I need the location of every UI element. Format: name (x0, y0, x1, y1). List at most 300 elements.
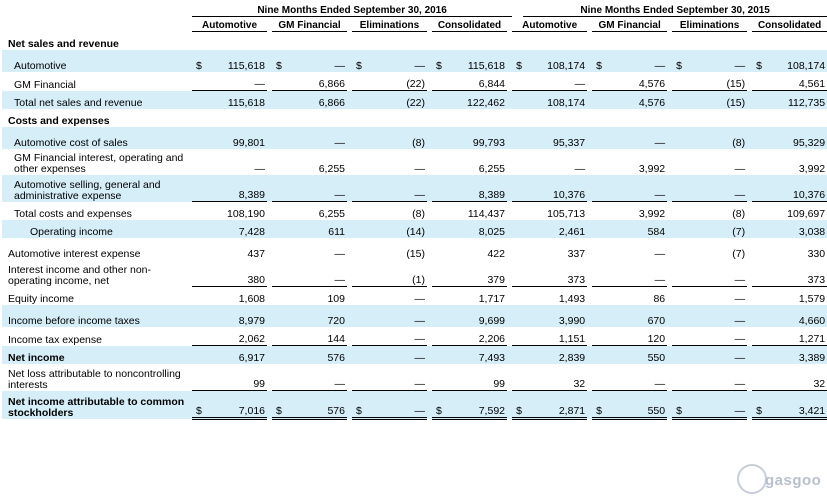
dollar-sign: $ (272, 391, 283, 419)
dollar-sign (432, 327, 443, 346)
dollar-sign: $ (192, 391, 203, 419)
dollar-sign (672, 346, 683, 365)
cell-value (523, 109, 587, 127)
cell-value: 422 (487, 248, 505, 260)
dollar-sign (432, 149, 443, 175)
dollar-sign (752, 238, 763, 260)
cell-value: 6,866 (318, 78, 345, 90)
dollar-sign (672, 238, 683, 260)
dollar-sign (272, 327, 283, 346)
cell-value: 99 (493, 378, 505, 390)
dollar-sign (592, 238, 603, 260)
dollar-sign (512, 220, 523, 238)
dollar-sign (432, 260, 443, 287)
dollar-sign (192, 327, 203, 346)
cell-value: — (254, 163, 265, 175)
table-row (2, 238, 827, 260)
dollar-sign (592, 260, 603, 287)
dollar-sign (512, 127, 523, 149)
dollar-sign (272, 109, 283, 127)
dollar-sign (752, 220, 763, 238)
cell-value (203, 32, 267, 51)
cell-value: 2,871 (523, 391, 587, 419)
cell-value: (15) (406, 248, 425, 260)
dollar-sign (752, 202, 763, 221)
cell-value: — (283, 175, 347, 202)
row-label: Interest income and other non-operating income, net (8, 263, 152, 287)
dollar-sign (672, 127, 683, 149)
dollar-sign (352, 72, 363, 91)
dollar-sign (432, 127, 443, 149)
cell-value: 8,389 (203, 175, 267, 202)
cell-value: 1,151 (558, 333, 586, 345)
dollar-sign: $ (752, 391, 763, 419)
dollar-sign (752, 72, 763, 91)
dollar-sign (752, 109, 763, 127)
cell-value: — (574, 78, 586, 90)
cell-value: 670 (603, 305, 667, 327)
dollar-sign (592, 220, 603, 238)
dollar-sign (672, 32, 683, 51)
dollar-sign (512, 327, 523, 346)
row-label: Income before income taxes (2, 305, 192, 327)
cell-value (283, 32, 347, 51)
col-header-eliminations-2015: Eliminations (672, 17, 747, 32)
cell-value: 3,990 (523, 305, 587, 327)
cell-value: 99 (253, 378, 265, 390)
dollar-sign (192, 364, 203, 391)
cell-value: — (283, 127, 347, 149)
cell-value: — (363, 287, 427, 306)
dollar-sign (272, 91, 283, 110)
dollar-sign (672, 175, 683, 202)
dollar-sign (352, 346, 363, 365)
cell-value: 337 (567, 248, 586, 260)
dollar-sign (432, 220, 443, 238)
dollar-sign (752, 346, 763, 365)
cell-value: — (254, 78, 265, 90)
dollar-sign (272, 287, 283, 306)
dollar-sign (672, 327, 683, 346)
table-row (2, 305, 827, 327)
table-row (2, 287, 827, 306)
row-label: Income tax expense (8, 333, 102, 346)
dollar-sign (512, 91, 523, 110)
dollar-sign (752, 91, 763, 110)
table-row (2, 391, 827, 419)
row-label: Automotive (2, 50, 192, 72)
row-label: Total net sales and revenue (2, 91, 192, 110)
dollar-sign (752, 149, 763, 175)
dollar-sign (512, 346, 523, 365)
cell-value: — (734, 163, 746, 175)
cell-value: 8,389 (443, 175, 507, 202)
cell-value (763, 32, 827, 51)
dollar-sign (192, 149, 203, 175)
cell-value: (1) (412, 274, 425, 286)
dollar-sign (192, 220, 203, 238)
row-label: Automotive interest expense (8, 248, 141, 260)
cell-value: — (574, 163, 586, 175)
cell-value: 112,735 (763, 91, 827, 110)
cell-value: 7,493 (443, 346, 507, 365)
cell-value: 576 (283, 346, 347, 365)
cell-value (683, 109, 747, 127)
dollar-sign (512, 202, 523, 221)
dollar-sign (672, 364, 683, 391)
dollar-sign (592, 327, 603, 346)
dollar-sign (432, 175, 443, 202)
row-label: Total costs and expenses (14, 208, 132, 220)
cell-value: — (734, 333, 746, 345)
cell-value: — (363, 391, 427, 419)
dollar-sign (512, 260, 523, 287)
dollar-sign (672, 149, 683, 175)
dollar-sign (352, 202, 363, 221)
cell-value: 95,337 (523, 127, 587, 149)
dollar-sign (272, 220, 283, 238)
dollar-sign (592, 305, 603, 327)
cell-value: 7,428 (203, 220, 267, 238)
dollar-sign: $ (352, 391, 363, 419)
cell-value: (8) (683, 127, 747, 149)
cell-value: 1,271 (798, 333, 826, 345)
cell-value: — (683, 50, 747, 72)
col-header-eliminations-2016: Eliminations (352, 17, 427, 32)
cell-value: (8) (363, 127, 427, 149)
dollar-sign (592, 72, 603, 91)
dollar-sign (592, 91, 603, 110)
cell-value: 115,618 (203, 91, 267, 110)
cell-value (363, 109, 427, 127)
cell-value: — (603, 175, 667, 202)
row-label: GM Financial (14, 78, 76, 91)
cell-value: 3,421 (763, 391, 827, 419)
col-header-consolidated-2015: Consolidated (752, 17, 827, 32)
cell-value: 115,618 (443, 50, 507, 72)
watermark-circle-icon (737, 464, 767, 494)
cell-value: 10,376 (523, 175, 587, 202)
dollar-sign (592, 202, 603, 221)
row-label: Automotive cost of sales (2, 127, 192, 149)
dollar-sign (352, 91, 363, 110)
cell-value: — (334, 378, 345, 390)
cell-value: 4,561 (798, 78, 826, 90)
dollar-sign (512, 364, 523, 391)
cell-value: 1,717 (443, 287, 507, 306)
dollar-sign (432, 202, 443, 221)
cell-value: 86 (603, 287, 667, 306)
cell-value: — (683, 305, 747, 327)
cell-value: 6,255 (318, 163, 345, 175)
dollar-sign (352, 149, 363, 175)
dollar-sign: $ (352, 50, 363, 72)
dollar-sign (672, 91, 683, 110)
cell-value: 108,174 (523, 50, 587, 72)
dollar-sign (752, 32, 763, 51)
dollar-sign (432, 91, 443, 110)
cell-value: — (654, 248, 666, 260)
cell-value: 2,206 (478, 333, 505, 345)
cell-value: 720 (283, 305, 347, 327)
cell-value: — (734, 378, 746, 390)
cell-value (363, 32, 427, 51)
cell-value (443, 109, 507, 127)
cell-value: — (683, 287, 747, 306)
cell-value: — (363, 346, 427, 365)
cell-value: 144 (327, 333, 345, 345)
dollar-sign (192, 260, 203, 287)
watermark-text: gasgoo (765, 472, 822, 489)
dollar-sign (512, 109, 523, 127)
col-header-gm-financial-2015: GM Financial (592, 17, 667, 32)
dollar-sign (272, 175, 283, 202)
cell-value: 611 (283, 220, 347, 238)
cell-value: (15) (683, 91, 747, 110)
dollar-sign (272, 346, 283, 365)
cell-value: 108,190 (203, 202, 267, 221)
dollar-sign (432, 346, 443, 365)
row-label: Net sales and revenue (8, 38, 119, 50)
cell-value (283, 109, 347, 127)
cell-value: 3,992 (638, 163, 666, 175)
dollar-sign (512, 149, 523, 175)
dollar-sign (352, 238, 363, 260)
col-header-gm-financial-2016: GM Financial (272, 17, 347, 32)
dollar-sign (592, 109, 603, 127)
cell-value: (7) (683, 220, 747, 238)
dollar-sign (752, 175, 763, 202)
dollar-sign (272, 127, 283, 149)
cell-value: 9,699 (443, 305, 507, 327)
dollar-sign: $ (192, 50, 203, 72)
dollar-sign (592, 346, 603, 365)
cell-value: 7,016 (203, 391, 267, 419)
cell-value: 379 (487, 274, 505, 286)
table-row (2, 50, 827, 72)
dollar-sign (272, 305, 283, 327)
cell-value (603, 109, 667, 127)
cell-value: 6,844 (478, 78, 505, 90)
cell-value: 1,493 (523, 287, 587, 306)
cell-value: 120 (647, 333, 666, 345)
cell-value: 95,329 (763, 127, 827, 149)
cell-value: 108,174 (523, 91, 587, 110)
dollar-sign: $ (512, 391, 523, 419)
dollar-sign (672, 220, 683, 238)
dollar-sign (512, 32, 523, 51)
cell-value: 3,992 (798, 163, 826, 175)
dollar-sign (512, 305, 523, 327)
cell-value: 2,839 (523, 346, 587, 365)
table-row (2, 327, 827, 346)
cell-value: — (334, 274, 345, 286)
cell-value: 109 (283, 287, 347, 306)
cell-value: — (414, 163, 425, 175)
dollar-sign (432, 364, 443, 391)
dollar-sign (512, 175, 523, 202)
table-row (2, 127, 827, 149)
cell-value: 6,917 (203, 346, 267, 365)
dollar-sign (672, 287, 683, 306)
cell-value: — (683, 346, 747, 365)
cell-value: 32 (813, 378, 826, 390)
cell-value: (7) (732, 248, 746, 260)
cell-value (763, 109, 827, 127)
dollar-sign (672, 72, 683, 91)
cell-value (443, 32, 507, 51)
dollar-sign (752, 260, 763, 287)
cell-value: 122,462 (443, 91, 507, 110)
table-row (2, 202, 827, 221)
cell-value (603, 32, 667, 51)
dollar-sign (352, 305, 363, 327)
table-row (2, 175, 827, 202)
dollar-sign (272, 238, 283, 260)
table-row (2, 72, 827, 91)
dollar-sign (592, 127, 603, 149)
cell-value: 32 (573, 378, 586, 390)
cell-value: 114,437 (443, 202, 507, 221)
dollar-sign (352, 364, 363, 391)
dollar-sign: $ (672, 391, 683, 419)
cell-value: — (363, 175, 427, 202)
row-label: GM Financial interest, operating and other expenses (14, 152, 184, 175)
cell-value: 3,389 (763, 346, 827, 365)
cell-value: 380 (247, 274, 265, 286)
cell-value: 3,038 (763, 220, 827, 238)
cell-value: 437 (247, 248, 265, 260)
dollar-sign (432, 238, 443, 260)
cell-value: 105,713 (523, 202, 587, 221)
dollar-sign (352, 220, 363, 238)
dollar-sign (272, 72, 283, 91)
dollar-sign (192, 287, 203, 306)
cell-value: (8) (363, 202, 427, 221)
cell-value: 6,866 (283, 91, 347, 110)
cell-value: — (283, 50, 347, 72)
cell-value: — (683, 391, 747, 419)
dollar-sign (352, 287, 363, 306)
dollar-sign: $ (432, 50, 443, 72)
dollar-sign (432, 287, 443, 306)
dollar-sign (272, 149, 283, 175)
cell-value: 584 (603, 220, 667, 238)
dollar-sign (592, 364, 603, 391)
dollar-sign (432, 72, 443, 91)
table-row (2, 91, 827, 110)
cell-value: 550 (603, 346, 667, 365)
cell-value: 373 (567, 274, 586, 286)
cell-value: — (683, 175, 747, 202)
cell-value: (22) (406, 78, 425, 90)
cell-value: 99,801 (203, 127, 267, 149)
table-row (2, 364, 827, 391)
cell-value: 8,025 (443, 220, 507, 238)
period-header-2016: Nine Months Ended September 30, 2016 (192, 0, 512, 17)
dollar-sign (752, 364, 763, 391)
col-header-automotive-2016: Automotive (192, 17, 267, 32)
dollar-sign (592, 287, 603, 306)
cell-value (523, 32, 587, 51)
dollar-sign: $ (272, 50, 283, 72)
cell-value: — (654, 274, 666, 286)
cell-value: — (734, 274, 746, 286)
row-label: Net loss attributable to noncontrolling interests (8, 367, 181, 391)
dollar-sign: $ (752, 50, 763, 72)
dollar-sign (192, 238, 203, 260)
cell-value: 1,608 (203, 287, 267, 306)
cell-value: — (603, 127, 667, 149)
cell-value: 373 (807, 274, 826, 286)
cell-value: 8,979 (203, 305, 267, 327)
dollar-sign (512, 238, 523, 260)
dollar-sign (512, 72, 523, 91)
col-header-automotive-2015: Automotive (512, 17, 587, 32)
dollar-sign (432, 109, 443, 127)
dollar-sign (192, 109, 203, 127)
dollar-sign (752, 305, 763, 327)
dollar-sign (752, 127, 763, 149)
dollar-sign: $ (592, 391, 603, 419)
dollar-sign (352, 109, 363, 127)
dollar-sign (352, 327, 363, 346)
cell-value: — (603, 50, 667, 72)
table-row (2, 32, 827, 51)
cell-value: (22) (363, 91, 427, 110)
cell-value: 2,461 (523, 220, 587, 238)
dollar-sign (592, 175, 603, 202)
dollar-sign (592, 149, 603, 175)
cell-value: 6,255 (283, 202, 347, 221)
dollar-sign (272, 364, 283, 391)
dollar-sign (672, 305, 683, 327)
cell-value: 1,579 (763, 287, 827, 306)
cell-value: (15) (726, 78, 746, 90)
cell-value (203, 109, 267, 127)
cell-value: (8) (683, 202, 747, 221)
cell-value: 3,992 (603, 202, 667, 221)
row-label: Equity income (8, 293, 74, 305)
dollar-sign: $ (512, 50, 523, 72)
period-header-2015: Nine Months Ended September 30, 2015 (523, 0, 827, 17)
cell-value: 109,697 (763, 202, 827, 221)
dollar-sign (192, 127, 203, 149)
col-header-consolidated-2016: Consolidated (432, 17, 507, 32)
dollar-sign: $ (432, 391, 443, 419)
dollar-sign (752, 287, 763, 306)
row-label: Costs and expenses (8, 115, 110, 127)
cell-value: 10,376 (763, 175, 827, 202)
table-row (2, 220, 827, 238)
cell-value: 4,576 (638, 78, 666, 90)
cell-value: (14) (363, 220, 427, 238)
cell-value: — (363, 50, 427, 72)
cell-value: 115,618 (203, 50, 267, 72)
dollar-sign (672, 260, 683, 287)
cell-value: 99,793 (443, 127, 507, 149)
dollar-sign (272, 32, 283, 51)
dollar-sign (752, 327, 763, 346)
row-label: Automotive selling, general and administrative expense (2, 175, 192, 202)
dollar-sign (192, 91, 203, 110)
cell-value: 108,174 (763, 50, 827, 72)
row-label: Net income attributable to common stockholders (2, 391, 192, 419)
financial-table (2, 0, 827, 420)
dollar-sign (672, 202, 683, 221)
cell-value: 330 (807, 248, 826, 260)
cell-value: — (334, 248, 345, 260)
